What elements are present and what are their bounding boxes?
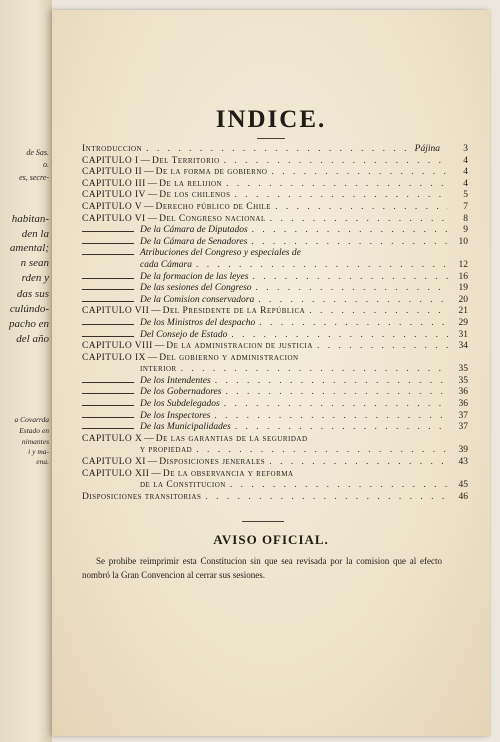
leader-dots (214, 411, 448, 423)
leader-dots (269, 457, 448, 469)
toc-intro-label: Introduccion (82, 144, 143, 154)
toc-chapter-number: CAPITULO XII (82, 468, 150, 479)
toc-entry (82, 295, 468, 307)
leader-dots (205, 492, 448, 504)
ditto-rule (82, 405, 134, 406)
toc-plain-title: Disposiciones transitorias (82, 491, 202, 502)
toc-page-number: 34 (458, 341, 468, 352)
toc-chapter-number: CAPITULO VIII (82, 341, 153, 352)
toc-continuation: interior (140, 364, 177, 375)
leader-dots (275, 202, 448, 214)
toc-page-number: 5 (463, 190, 468, 201)
left-page-line: rden y (21, 272, 49, 284)
ditto-rule (82, 243, 134, 244)
ditto-rule (82, 417, 134, 418)
leader-dots (317, 341, 448, 353)
em-dash: — (147, 178, 158, 189)
toc-entry (82, 376, 468, 388)
toc-continuation: cada Cámara (140, 259, 192, 270)
toc-entry (82, 237, 468, 249)
leader-dots (258, 295, 448, 307)
leader-dots (226, 179, 448, 191)
toc-section-title: Del Consejo de Estado (140, 329, 228, 340)
toc-page-number: 4 (463, 178, 468, 189)
toc-entry (82, 469, 468, 481)
toc-chapter-title: De la forma de gobierno (155, 167, 268, 178)
toc-page-number: 35 (458, 375, 468, 386)
aviso-divider (242, 521, 284, 522)
toc-section-title: De la Cámara de Diputados (140, 225, 248, 236)
toc-page-number: 7 (463, 201, 468, 212)
toc-chapter-title: Del Congreso nacional (159, 213, 266, 224)
toc-chapter-title: Derecho público de Chile (155, 201, 272, 212)
aviso-title: AVISO OFICIAL. (213, 532, 329, 547)
toc-chapter-number: CAPITULO VI (82, 213, 146, 224)
left-page-line: nimantes (21, 437, 49, 446)
toc-section-title: De la Comision conservadora (140, 294, 255, 305)
ditto-rule (82, 428, 134, 429)
left-page-line: das sus (16, 288, 49, 300)
toc-chapter-title: De los chilenos (159, 190, 231, 201)
toc-chapter-title: Del Presidente de la República (162, 306, 306, 317)
toc-chapter-number: CAPITULO I (82, 155, 139, 166)
toc-chapter-number: CAPITULO IV (82, 190, 146, 201)
ditto-rule (82, 393, 134, 394)
toc-chapter-number: CAPITULO II (82, 167, 143, 178)
left-page-line: a Covarrda (14, 415, 49, 424)
leader-dots (259, 318, 448, 330)
left-page-line: del año (16, 333, 49, 345)
toc-chapter-title: De la relijion (159, 178, 223, 189)
toc-entry (82, 492, 468, 504)
title-rule (257, 138, 285, 139)
toc-page-number: 21 (458, 306, 468, 317)
leader-dots (181, 364, 448, 376)
leader-dots (256, 283, 448, 295)
toc-section-title: De los Intendentes (140, 375, 211, 386)
ditto-rule (82, 336, 134, 337)
left-page-line: es, secre- (19, 173, 49, 182)
toc-chapter-number: CAPITULO XI (82, 457, 146, 468)
toc-entry (82, 318, 468, 330)
left-page-line: o. (43, 160, 49, 169)
toc-page-number: 16 (458, 271, 468, 282)
toc-page-number: 3 (463, 144, 468, 154)
leader-dots (196, 260, 448, 272)
leader-dots (309, 306, 448, 318)
toc-chapter-title: De la observancia y reforma (162, 468, 294, 479)
toc-entry (82, 283, 468, 295)
left-page-fragment (0, 0, 52, 742)
toc-page-number: 4 (463, 155, 468, 166)
leader-dots (251, 237, 448, 249)
toc-entry (82, 272, 468, 284)
toc-page-number: 45 (458, 480, 468, 491)
ditto-rule (82, 382, 134, 383)
leader-dots (230, 480, 448, 492)
toc-page-number: 19 (458, 283, 468, 294)
left-page-line: amental; (9, 242, 49, 254)
em-dash: — (144, 433, 154, 444)
toc-entry (82, 260, 468, 272)
toc-page-number: 37 (458, 410, 468, 421)
toc-entry (82, 156, 468, 168)
toc-entry (82, 353, 468, 365)
toc-entry (82, 202, 468, 214)
toc-page-number: 20 (458, 294, 468, 305)
toc-section-title: De las Municipalidades (140, 422, 231, 433)
left-page-line: n sean (20, 257, 49, 269)
toc-page-number: 4 (463, 167, 468, 178)
ditto-rule (82, 324, 134, 325)
toc-continuation: de la Constitucion (140, 480, 226, 491)
toc-chapter-title: De la administracion de justicia (166, 341, 313, 352)
toc-entry (82, 387, 468, 399)
page-title: INDICE. (215, 106, 327, 133)
left-page-line: Estado en (19, 426, 49, 435)
index-page (52, 10, 490, 736)
toc-page-number: 35 (458, 364, 468, 375)
leader-dots (224, 156, 448, 168)
ditto-rule (82, 231, 134, 232)
toc-entry (82, 214, 468, 226)
em-dash: — (144, 201, 154, 212)
leader-dots (146, 144, 411, 156)
toc-chapter-number: CAPITULO X (82, 433, 143, 444)
table-of-contents (82, 144, 468, 503)
ditto-rule (82, 278, 134, 279)
toc-chapter-title: De las garantias de la seguridad (155, 433, 308, 444)
em-dash: — (151, 468, 161, 479)
toc-chapter-title: Del gobierno y administracion (159, 352, 299, 363)
toc-section-title: De los Gobernadores (140, 387, 222, 398)
left-page-line: den la (21, 228, 49, 240)
leader-dots (270, 214, 448, 226)
toc-entry (82, 445, 468, 457)
em-dash: — (144, 167, 154, 178)
ditto-rule (82, 254, 134, 255)
leader-dots (231, 330, 448, 342)
toc-page-number: 46 (458, 491, 468, 502)
toc-chapter-number: CAPITULO IX (82, 352, 146, 363)
toc-entry (82, 306, 468, 318)
toc-entry (82, 411, 468, 423)
em-dash: — (140, 155, 151, 166)
toc-entry (82, 457, 468, 469)
toc-entry (82, 330, 468, 342)
leader-dots (252, 225, 448, 237)
leader-dots (224, 399, 448, 411)
leader-dots (271, 167, 448, 179)
toc-page-number: 39 (458, 445, 468, 456)
toc-chapter-number: CAPITULO VII (82, 306, 150, 317)
left-page-line: de Sas. (26, 148, 49, 157)
left-page-line: ena. (36, 457, 49, 466)
ditto-rule (82, 301, 134, 302)
left-page-line: pacho en (8, 318, 49, 330)
leader-dots (225, 387, 448, 399)
left-page-line: habitan- (11, 213, 49, 225)
toc-section-title: De las sesiones del Congreso (140, 283, 252, 294)
toc-chapter-title: Disposiciones jenerales (159, 457, 266, 468)
toc-page-number: 12 (458, 259, 468, 270)
toc-entry (82, 248, 468, 260)
toc-page-number: 8 (463, 213, 468, 224)
toc-section-title: Atribuciones del Congreso y especiales de (140, 248, 301, 259)
leader-dots (196, 445, 448, 457)
toc-chapter-number: CAPITULO III (82, 178, 146, 189)
toc-section-title: De los Inspectores (140, 410, 211, 421)
toc-chapter-title: Del Territorio (152, 155, 220, 166)
toc-entry (82, 179, 468, 191)
toc-page-number: 36 (458, 399, 468, 410)
toc-entry (82, 364, 468, 376)
em-dash: — (147, 352, 158, 363)
toc-section-title: De los Ministros del despacho (140, 317, 256, 328)
toc-section-title: De la formacion de las leyes (140, 271, 249, 282)
leader-dots (235, 190, 448, 202)
toc-entry (82, 434, 468, 446)
toc-page-number: 29 (458, 317, 468, 328)
em-dash: — (147, 213, 158, 224)
toc-intro-row (82, 144, 468, 156)
toc-entry (82, 190, 468, 202)
toc-entry (82, 225, 468, 237)
toc-page-number: 10 (458, 236, 468, 247)
leader-dots (252, 272, 448, 284)
em-dash: — (151, 306, 161, 317)
toc-page-number: 37 (458, 422, 468, 433)
leader-dots (235, 422, 448, 434)
toc-entry (82, 399, 468, 411)
toc-entry (82, 167, 468, 179)
toc-page-number: 31 (458, 329, 468, 340)
leader-dots (215, 376, 448, 388)
toc-section-title: De la Cámara de Senadores (140, 236, 248, 247)
toc-section-title: De los Subdelegados (140, 399, 220, 410)
toc-continuation: y propiedad (140, 445, 193, 456)
toc-page-heading: Pájina (414, 144, 440, 154)
toc-entry (82, 341, 468, 353)
em-dash: — (147, 457, 158, 468)
aviso-text: Se prohibe reimprimir esta Constitucion sin que sea revisada por la comision que al efecto nombró la Gran Convencion al cerrar sus sesiones. (82, 556, 442, 580)
toc-page-number: 43 (458, 457, 468, 468)
em-dash: — (154, 341, 165, 352)
left-page-line: culúndo- (9, 303, 49, 315)
left-page-line: i y ma- (28, 447, 49, 456)
toc-page-number: 36 (458, 387, 468, 398)
toc-page-number: 9 (463, 225, 468, 236)
toc-chapter-number: CAPITULO V (82, 201, 143, 212)
toc-entry (82, 480, 468, 492)
toc-entry (82, 422, 468, 434)
ditto-rule (82, 289, 134, 290)
em-dash: — (147, 190, 158, 201)
